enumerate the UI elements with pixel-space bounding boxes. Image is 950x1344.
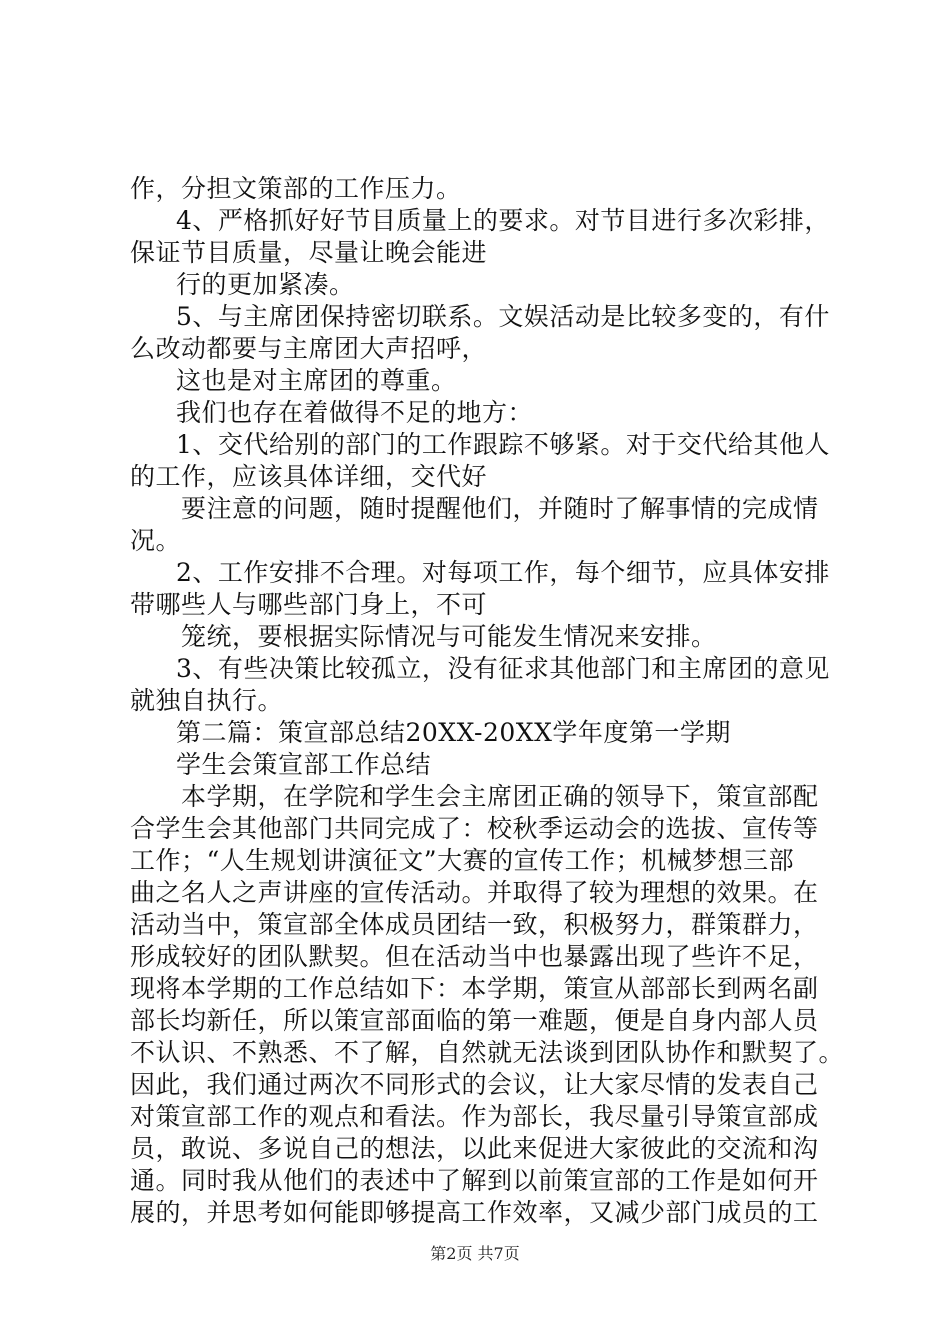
text-line: 1、交代给别的部门的工作跟踪不够紧。对于交代给其他人: [176, 430, 830, 459]
page-number-footer: 第2页 共7页: [430, 1244, 520, 1263]
text-line: 工作；“人生规划讲演征文”大赛的宣传工作；机械梦想三部: [130, 846, 795, 875]
text-line: 不认识、不熟悉、不了解，自然就无法谈到团队协作和默契了。: [130, 1038, 845, 1067]
section-subheading: 学生会策宣部工作总结: [176, 750, 432, 779]
text-line: 3、有些决策比较孤立，没有征求其他部门和主席团的意见: [176, 654, 830, 683]
text-line: 的工作，应该具体详细，交代好: [130, 462, 488, 491]
text-line: 通。同时我从他们的表述中了解到以前策宣部的工作是如何开: [130, 1166, 819, 1195]
text-line: 况。: [130, 526, 182, 555]
text-line: 形成较好的团队默契。但在活动当中也暴露出现了些许不足，: [130, 942, 819, 971]
text-line: 展的，并思考如何能即够提高工作效率，又减少部门成员的工: [130, 1198, 819, 1227]
text-line: 合学生会其他部门共同完成了：校秋季运动会的选拔、宣传等: [130, 814, 819, 843]
text-line: 活动当中，策宣部全体成员团结一致，积极努力，群策群力，: [130, 910, 819, 939]
text-line: 因此，我们通过两次不同形式的会议，让大家尽情的发表自己: [130, 1070, 819, 1099]
text-line: 现将本学期的工作总结如下：本学期，策宣从部部长到两名副: [130, 974, 819, 1003]
text-line: 就独自执行。: [130, 686, 284, 715]
text-line: 2、工作安排不合理。对每项工作，每个细节，应具体安排: [176, 558, 830, 587]
text-line: 带哪些人与哪些部门身上，不可: [130, 590, 488, 619]
text-line: 作，分担文策部的工作压力。: [130, 174, 462, 203]
text-line: 行的更加紧凑。: [176, 270, 355, 299]
text-line: 曲之名人之声讲座的宣传活动。并取得了较为理想的效果。在: [130, 878, 819, 907]
text-line: 对策宣部工作的观点和看法。作为部长，我尽量引导策宣部成: [130, 1102, 819, 1131]
text-line: 4、严格抓好好节目质量上的要求。对节目进行多次彩排，: [176, 206, 830, 235]
text-line: 5、与主席团保持密切联系。文娱活动是比较多变的，有什: [176, 302, 830, 331]
text-line: 要注意的问题，随时提醒他们，并随时了解事情的完成情: [181, 494, 819, 523]
text-line: 笼统，要根据实际情况与可能发生情况来安排。: [181, 622, 717, 651]
text-line: 我们也存在着做得不足的地方：: [176, 398, 534, 427]
text-line: 么改动都要与主席团大声招呼，: [130, 334, 488, 363]
text-line: 保证节目质量，尽量让晚会能进: [130, 238, 488, 267]
text-line: 员，敢说、多说自己的想法，以此来促进大家彼此的交流和沟: [130, 1134, 819, 1163]
text-line: 这也是对主席团的尊重。: [176, 366, 457, 395]
text-line: 本学期，在学院和学生会主席团正确的领导下，策宣部配: [181, 782, 819, 811]
text-line: 部长均新任，所以策宣部面临的第一难题，便是自身内部人员: [130, 1006, 819, 1035]
section-heading: 第二篇：策宣部总结20XX-20XX学年度第一学期: [176, 718, 731, 747]
